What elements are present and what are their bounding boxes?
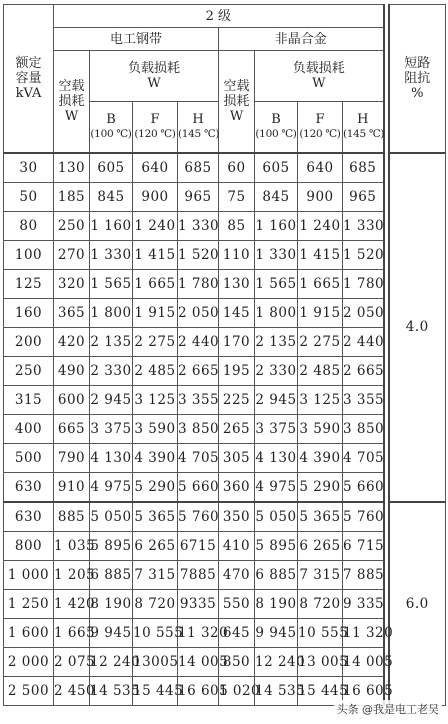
steel-no-load-loss-cell: 130 xyxy=(54,153,90,183)
steel-load-loss-f-cell: 4 390 xyxy=(133,444,178,473)
impedance-value-cell: 6.0 xyxy=(389,502,446,706)
table-row xyxy=(4,473,446,503)
column-gap xyxy=(384,328,389,357)
column-gap xyxy=(384,473,389,503)
steel-load-loss-b-cell: 2 330 xyxy=(90,357,133,386)
electrical-steel-header: 电工钢带 xyxy=(54,28,219,51)
steel-no-load-loss-cell: 420 xyxy=(54,328,90,357)
steel-load-loss-f-cell: 5 290 xyxy=(133,473,178,503)
steel-load-loss-b-cell: 605 xyxy=(90,153,133,183)
amorphous-load-loss-b-cell: 2 135 xyxy=(255,328,298,357)
steel-load-loss-f-cell: 10 555 xyxy=(133,619,178,648)
steel-load-loss-f-cell: 640 xyxy=(133,153,178,183)
amorphous-load-loss-h-cell: 1 330 xyxy=(343,212,384,241)
table-row xyxy=(4,241,446,270)
table-row xyxy=(4,590,446,619)
steel-load-loss-h-cell: 9335 xyxy=(178,590,219,619)
table-row xyxy=(4,153,446,183)
steel-load-loss-b-cell: 2 945 xyxy=(90,386,133,415)
steel-load-loss-f-cell: 15 445 xyxy=(133,677,178,706)
table-row xyxy=(4,415,446,444)
amorphous-load-loss-h-cell: 5 760 xyxy=(343,502,384,532)
steel-load-loss-h-cell: 7885 xyxy=(178,561,219,590)
amorphous-load-loss-b-cell: 845 xyxy=(255,183,298,212)
amorphous-alloy-header: 非晶合金 xyxy=(219,28,384,51)
column-gap xyxy=(384,444,389,473)
amorphous-col-b-header: B (100 ℃) xyxy=(255,102,298,154)
steel-load-loss-h-cell: 6715 xyxy=(178,532,219,561)
amorphous-load-loss-h-cell: 9 335 xyxy=(343,590,384,619)
spec-table-container xyxy=(3,4,445,720)
amorphous-no-load-loss-cell: 645 xyxy=(219,619,255,648)
amorphous-load-loss-b-cell: 2 945 xyxy=(255,386,298,415)
amorphous-load-loss-h-cell: 16 605 xyxy=(343,677,384,706)
rated-capacity-cell: 1 250 xyxy=(4,590,54,619)
steel-load-loss-h-cell: 4 705 xyxy=(178,444,219,473)
column-gap xyxy=(384,386,389,415)
amorphous-load-loss-f-cell: 900 xyxy=(298,183,343,212)
steel-no-load-loss-cell: 2 075 xyxy=(54,648,90,677)
amorphous-load-loss-f-cell: 2 275 xyxy=(298,328,343,357)
amorphous-load-loss-f-cell: 13 005 xyxy=(298,648,343,677)
amorphous-no-load-loss-cell: 550 xyxy=(219,590,255,619)
steel-load-loss-f-cell: 3 590 xyxy=(133,415,178,444)
amorphous-no-load-loss-cell: 850 xyxy=(219,648,255,677)
amorphous-load-loss-h-cell: 1 520 xyxy=(343,241,384,270)
amorphous-load-loss-b-cell: 5 895 xyxy=(255,532,298,561)
steel-no-load-loss-cell: 270 xyxy=(54,241,90,270)
table-row xyxy=(4,328,446,357)
rated-capacity-cell: 315 xyxy=(4,386,54,415)
amorphous-col-h-header: H (145 ℃) xyxy=(343,102,384,154)
steel-load-loss-b-cell: 845 xyxy=(90,183,133,212)
amorphous-no-load-loss-cell: 1 020 xyxy=(219,677,255,706)
amorphous-no-load-loss-cell: 470 xyxy=(219,561,255,590)
steel-load-loss-f-cell: 1 240 xyxy=(133,212,178,241)
steel-load-loss-b-cell: 4 130 xyxy=(90,444,133,473)
steel-load-loss-f-cell: 1 665 xyxy=(133,270,178,299)
table-row xyxy=(4,270,446,299)
steel-load-loss-h-cell: 2 440 xyxy=(178,328,219,357)
steel-load-loss-f-cell: 13005 xyxy=(133,648,178,677)
table-row xyxy=(4,386,446,415)
table-row xyxy=(4,183,446,212)
steel-load-loss-b-cell: 12 240 xyxy=(90,648,133,677)
table-row xyxy=(4,619,446,648)
steel-no-load-loss-cell: 320 xyxy=(54,270,90,299)
rated-capacity-cell: 800 xyxy=(4,532,54,561)
amorphous-load-loss-h-cell: 4 705 xyxy=(343,444,384,473)
amorphous-load-loss-b-cell: 3 375 xyxy=(255,415,298,444)
steel-load-loss-b-cell: 1 160 xyxy=(90,212,133,241)
short-circuit-impedance-header: 短路 阻抗 % xyxy=(389,5,446,154)
steel-load-loss-b-cell: 1 330 xyxy=(90,241,133,270)
steel-load-loss-h-cell: 3 850 xyxy=(178,415,219,444)
amorphous-load-loss-b-cell: 8 190 xyxy=(255,590,298,619)
steel-load-loss-h-cell: 965 xyxy=(178,183,219,212)
steel-load-loss-b-cell: 4 975 xyxy=(90,473,133,503)
steel-no-load-loss-cell: 490 xyxy=(54,357,90,386)
column-gap xyxy=(384,212,389,241)
amorphous-load-loss-h-cell: 2 050 xyxy=(343,299,384,328)
amorphous-no-load-loss-cell: 145 xyxy=(219,299,255,328)
column-gap xyxy=(384,590,389,619)
steel-load-loss-f-cell: 1 915 xyxy=(133,299,178,328)
amorphous-load-loss-b-cell: 14 535 xyxy=(255,677,298,706)
steel-load-loss-f-cell: 2 275 xyxy=(133,328,178,357)
steel-col-b-header: B (100 ℃) xyxy=(90,102,133,154)
amorphous-load-loss-f-cell: 4 390 xyxy=(298,444,343,473)
steel-load-loss-h-cell: 3 355 xyxy=(178,386,219,415)
rated-capacity-cell: 2 500 xyxy=(4,677,54,706)
rated-capacity-cell: 1 000 xyxy=(4,561,54,590)
amorphous-load-loss-h-cell: 2 440 xyxy=(343,328,384,357)
steel-load-loss-h-cell: 1 330 xyxy=(178,212,219,241)
amorphous-no-load-loss-cell: 170 xyxy=(219,328,255,357)
column-gap xyxy=(384,561,389,590)
amorphous-load-loss-f-cell: 10 555 xyxy=(298,619,343,648)
steel-load-loss-h-cell: 11 320 xyxy=(178,619,219,648)
steel-load-loss-f-cell: 8 720 xyxy=(133,590,178,619)
table-row xyxy=(4,212,446,241)
steel-load-loss-b-cell: 1 565 xyxy=(90,270,133,299)
steel-load-loss-h-cell: 1 520 xyxy=(178,241,219,270)
amorphous-load-loss-b-cell: 1 160 xyxy=(255,212,298,241)
steel-no-load-loss-cell: 885 xyxy=(54,502,90,532)
steel-load-loss-h-cell: 5 760 xyxy=(178,502,219,532)
rated-capacity-cell: 50 xyxy=(4,183,54,212)
column-gap xyxy=(384,299,389,328)
column-gap xyxy=(384,532,389,561)
amorphous-load-loss-b-cell: 5 050 xyxy=(255,502,298,532)
amorphous-no-load-loss-cell: 130 xyxy=(219,270,255,299)
rated-capacity-cell: 100 xyxy=(4,241,54,270)
rated-capacity-cell: 630 xyxy=(4,473,54,503)
amorphous-load-loss-f-cell: 1 665 xyxy=(298,270,343,299)
steel-no-load-loss-cell: 185 xyxy=(54,183,90,212)
steel-load-loss-b-cell: 5 895 xyxy=(90,532,133,561)
table-row xyxy=(4,561,446,590)
steel-load-loss-b-cell: 3 375 xyxy=(90,415,133,444)
steel-load-loss-f-cell: 6 265 xyxy=(133,532,178,561)
amorphous-load-loss-b-cell: 1 565 xyxy=(255,270,298,299)
amorphous-load-loss-header: 负载损耗 W xyxy=(255,51,384,102)
steel-load-loss-b-cell: 6 885 xyxy=(90,561,133,590)
amorphous-load-loss-f-cell: 3 590 xyxy=(298,415,343,444)
amorphous-load-loss-f-cell: 2 485 xyxy=(298,357,343,386)
amorphous-load-loss-f-cell: 8 720 xyxy=(298,590,343,619)
steel-col-h-header: H (145 ℃) xyxy=(178,102,219,154)
amorphous-no-load-loss-cell: 225 xyxy=(219,386,255,415)
steel-load-loss-b-cell: 5 050 xyxy=(90,502,133,532)
column-gap xyxy=(384,270,389,299)
rated-capacity-header: 额定 容量 kVA xyxy=(4,5,54,154)
steel-load-loss-f-cell: 1 415 xyxy=(133,241,178,270)
steel-no-load-loss-cell: 600 xyxy=(54,386,90,415)
steel-load-loss-b-cell: 2 135 xyxy=(90,328,133,357)
steel-load-loss-h-cell: 2 665 xyxy=(178,357,219,386)
amorphous-col-f-header: F (120 ℃) xyxy=(298,102,343,154)
amorphous-load-loss-f-cell: 1 915 xyxy=(298,299,343,328)
table-row xyxy=(4,648,446,677)
amorphous-load-loss-h-cell: 965 xyxy=(343,183,384,212)
steel-load-loss-f-cell: 2 485 xyxy=(133,357,178,386)
amorphous-load-loss-h-cell: 6 715 xyxy=(343,532,384,561)
amorphous-load-loss-b-cell: 4 975 xyxy=(255,473,298,503)
rated-capacity-cell: 160 xyxy=(4,299,54,328)
column-gap xyxy=(384,183,389,212)
rated-capacity-cell: 80 xyxy=(4,212,54,241)
loss-spec-table xyxy=(3,4,446,706)
rated-capacity-cell: 630 xyxy=(4,502,54,532)
amorphous-load-loss-h-cell: 7 885 xyxy=(343,561,384,590)
amorphous-no-load-loss-cell: 265 xyxy=(219,415,255,444)
amorphous-load-loss-f-cell: 1 240 xyxy=(298,212,343,241)
amorphous-load-loss-b-cell: 2 330 xyxy=(255,357,298,386)
amorphous-load-loss-b-cell: 9 945 xyxy=(255,619,298,648)
steel-load-loss-b-cell: 9 945 xyxy=(90,619,133,648)
steel-no-load-loss-cell: 365 xyxy=(54,299,90,328)
column-gap xyxy=(384,241,389,270)
steel-load-loss-h-cell: 2 050 xyxy=(178,299,219,328)
amorphous-load-loss-h-cell: 11 320 xyxy=(343,619,384,648)
amorphous-no-load-loss-cell: 110 xyxy=(219,241,255,270)
steel-load-loss-f-cell: 7 315 xyxy=(133,561,178,590)
amorphous-load-loss-f-cell: 15 445 xyxy=(298,677,343,706)
amorphous-no-load-loss-cell: 410 xyxy=(219,532,255,561)
steel-load-loss-header: 负载损耗 W xyxy=(90,51,219,102)
steel-load-loss-h-cell: 14 005 xyxy=(178,648,219,677)
table-row xyxy=(4,299,446,328)
rated-capacity-cell: 2 000 xyxy=(4,648,54,677)
impedance-value-cell: 4.0 xyxy=(389,153,446,502)
table-row xyxy=(4,502,446,532)
amorphous-load-loss-f-cell: 5 290 xyxy=(298,473,343,503)
amorphous-load-loss-b-cell: 6 885 xyxy=(255,561,298,590)
rated-capacity-cell: 30 xyxy=(4,153,54,183)
amorphous-load-loss-h-cell: 3 850 xyxy=(343,415,384,444)
amorphous-load-loss-b-cell: 605 xyxy=(255,153,298,183)
steel-no-load-loss-header: 空载 损耗 W xyxy=(54,51,90,154)
watermark: 头条 @我是电工老吴 xyxy=(334,700,443,718)
steel-load-loss-h-cell: 16 605 xyxy=(178,677,219,706)
amorphous-load-loss-h-cell: 14 005 xyxy=(343,648,384,677)
amorphous-no-load-loss-header: 空载 损耗 W xyxy=(219,51,255,154)
steel-load-loss-h-cell: 685 xyxy=(178,153,219,183)
steel-load-loss-b-cell: 1 800 xyxy=(90,299,133,328)
amorphous-no-load-loss-cell: 305 xyxy=(219,444,255,473)
amorphous-no-load-loss-cell: 350 xyxy=(219,502,255,532)
steel-load-loss-f-cell: 900 xyxy=(133,183,178,212)
table-row xyxy=(4,357,446,386)
amorphous-load-loss-f-cell: 640 xyxy=(298,153,343,183)
steel-no-load-loss-cell: 790 xyxy=(54,444,90,473)
amorphous-no-load-loss-cell: 60 xyxy=(219,153,255,183)
amorphous-load-loss-b-cell: 1 800 xyxy=(255,299,298,328)
amorphous-load-loss-h-cell: 685 xyxy=(343,153,384,183)
steel-load-loss-b-cell: 14 535 xyxy=(90,677,133,706)
amorphous-load-loss-f-cell: 5 365 xyxy=(298,502,343,532)
amorphous-no-load-loss-cell: 195 xyxy=(219,357,255,386)
steel-col-f-header: F (120 ℃) xyxy=(133,102,178,154)
steel-no-load-loss-cell: 1 035 xyxy=(54,532,90,561)
amorphous-no-load-loss-cell: 75 xyxy=(219,183,255,212)
rated-capacity-cell: 500 xyxy=(4,444,54,473)
steel-no-load-loss-cell: 1 205 xyxy=(54,561,90,590)
amorphous-load-loss-b-cell: 1 330 xyxy=(255,241,298,270)
amorphous-load-loss-f-cell: 6 265 xyxy=(298,532,343,561)
table-row xyxy=(4,444,446,473)
table-row xyxy=(4,532,446,561)
amorphous-load-loss-f-cell: 7 315 xyxy=(298,561,343,590)
steel-no-load-loss-cell: 250 xyxy=(54,212,90,241)
rated-capacity-cell: 125 xyxy=(4,270,54,299)
steel-load-loss-h-cell: 1 780 xyxy=(178,270,219,299)
amorphous-load-loss-h-cell: 1 780 xyxy=(343,270,384,299)
amorphous-load-loss-b-cell: 12 240 xyxy=(255,648,298,677)
column-gap xyxy=(384,415,389,444)
amorphous-no-load-loss-cell: 85 xyxy=(219,212,255,241)
amorphous-load-loss-h-cell: 2 665 xyxy=(343,357,384,386)
amorphous-load-loss-h-cell: 5 660 xyxy=(343,473,384,503)
column-gap xyxy=(384,357,389,386)
amorphous-load-loss-f-cell: 3 125 xyxy=(298,386,343,415)
steel-no-load-loss-cell: 1 420 xyxy=(54,590,90,619)
steel-no-load-loss-cell: 1 665 xyxy=(54,619,90,648)
steel-no-load-loss-cell: 2 450 xyxy=(54,677,90,706)
steel-no-load-loss-cell: 910 xyxy=(54,473,90,503)
amorphous-load-loss-f-cell: 1 415 xyxy=(298,241,343,270)
amorphous-no-load-loss-cell: 360 xyxy=(219,473,255,503)
steel-load-loss-f-cell: 3 125 xyxy=(133,386,178,415)
amorphous-load-loss-h-cell: 3 355 xyxy=(343,386,384,415)
rated-capacity-cell: 400 xyxy=(4,415,54,444)
rated-capacity-cell: 250 xyxy=(4,357,54,386)
grade-header: 2 级 xyxy=(54,5,384,28)
rated-capacity-cell: 1 600 xyxy=(4,619,54,648)
steel-no-load-loss-cell: 665 xyxy=(54,415,90,444)
steel-load-loss-b-cell: 8 190 xyxy=(90,590,133,619)
steel-load-loss-h-cell: 5 660 xyxy=(178,473,219,503)
amorphous-load-loss-b-cell: 4 130 xyxy=(255,444,298,473)
rated-capacity-cell: 200 xyxy=(4,328,54,357)
steel-load-loss-f-cell: 5 365 xyxy=(133,502,178,532)
